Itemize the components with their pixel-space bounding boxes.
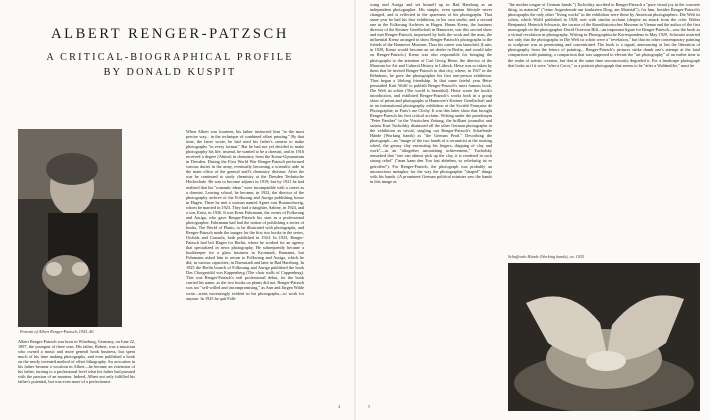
text-column-3 bbox=[370, 2, 492, 406]
page-number-right: 5 bbox=[368, 404, 371, 409]
page-number-left: 4 bbox=[338, 404, 341, 409]
subtitle-line-1: A CRITICAL-BIOGRAPHICAL PROFILE bbox=[46, 52, 294, 63]
column-2-paragraph: When Albert was fourteen, his father instructed him "in the most precise way... in the technique of combined offset printing." By that time, the latter wrote, he had used his father's camera to make photographs "in every format." But he had not yet decided to make photography his life; instead, he wanted to be a chemist, and in 1916 received a degree (Abitur) in chemistry from the Kreuz-Gymnasium in Dresden. During the First World War Renger-Patzsch performed various duties in the army, eventually becoming a scientific aide in the main office of the general staff's chemistry division. After the war he continued to study chemistry at the Dresden Technische Hochschule. He was to become adjunct in 1919; but by 1921 he had realized that his "romantic ideas" were incompatible with a career as a chemist. Leaving school, he became, in 1922, the director of the photography archive of the Folkwang and Auriga publishing house in Hagen. There he met a woman named Agnes von Braunschweig, whom he married in 1923. They had a daughter, Sabine, in 1924, and a son, Ernst, in 1926. It was Ernst Fuhrmann, the owner of Folkwang and Auriga, who gave Renger-Patzsch his start as a professional photographer. Fuhrmann had had the notion of publishing a series of books, The World of Plants, to be illustrated with photographs, and Renger-Patzsch made the images for the first two books in the series, Orchids and Crassula, both published in 1924. In 1923, Renger-Patzsch had left Hagen for Berlin, where he worked for an agency that specialized in news photography. He subsequently became a bookkeeper for a glass business in Kronstadt, Rumania, but Fuhrmann asked him to return to Folkwang and Auriga, which he did, in various capacities, in Darmstadt and later in Bad Harzburg. In 1925 the Berlin branch of Folkwang and Auriga published the book Das Chorgestühl von Kappenberg (The choir stalls of Cappenberg). This was Renger-Patzsch's real professional debut, for the book carried his name, as the two books on plants did not. Renger-Patzsch was too "self-willed and uncompromising," as Ann and Jürgen Wilde write—traits increasingly evident in his photographs—to work for anyone. In 1925 he quit Folk- bbox=[186, 129, 304, 301]
text-column-4 bbox=[508, 2, 700, 248]
portrait-photo bbox=[18, 129, 122, 327]
hands-caption: Schaffende Hände (Working hands), ca. 1925 bbox=[508, 254, 585, 259]
text-column-2 bbox=[186, 129, 304, 404]
hands-photo bbox=[508, 263, 700, 411]
text-column-1 bbox=[18, 339, 135, 384]
column-3-paragraph: wang und Auriga and set himself up in Bad Harzburg as an independent photographer. His simple, even spartan lifestyle never changed, and is reflected in the spareness of his photographs. That same year he had his first exhibition, in his own studio, and a second one in the Folkwang Archives in Hagen. Hanns Krenz, the business director of the Kestner Gesellschaft in Hannover, saw this second show and met Renger-Patzsch, impressed by both the work and the man, the influential Krenz arranged to show Renger-Patzsch's photographs to the friends of the Hannover Museum. Thus his career was launched. (Later, in 1929, Krenz would become an art dealer in Berlin, and would take on Renger-Patzsch.) Krenz was also responsible for bringing the photographs to the attention of Carl Georg Heise, the director of the Museum for Art and Cultural History in Lübeck. Heise was so taken by them that he invited Renger-Patzsch to that city, where, in 1927 in the Behnhaus, he gave the photographer his first one-person exhibition. Thus began a lifelong friendship. In that same fateful year Heise persuaded Kurt Wolff to publish Renger-Patzsch's most famous book, Die Welt ist schön (The world is beautiful). Heise wrote the book's introduction, and exhibited Renger-Patzsch's works both in a group show of prints and photographs at Hannover's Kestner Gesellschaft and in an international photography exhibition at the Société Française de Photographie, in Paris's rue Clichy. It was this latter show that brought Renger-Patzsch his first critical acclaim. Writing under the pseudonym "Peter Panther" in the Vossischen Zeitung, the brilliant journalist and satirist Kurt Tucholsky dismissed all the other German photographs in the exhibition as trivial, singling out Renger-Patzsch's Schaffende Hände (Working hands) as "the German Pearl." Describing the photograph—an "image of the two hands of a ceramicist at the rotating wheel, the greasy clay encrusting his fingers, dripping of clay and work"—as an "altogether astonishing achievement," Tucholsky remarked that "one can almost pick up the clay, it is rendered in such strong relief" ("man kann den Ton fast abheben, so reliefartig ist es getroffen"). For Renger-Patzsch, the photograph was probably an unconscious metaphor for the way the photographer "shaped" things with his hands. (A prominent German political minister saw the hands in this image as bbox=[370, 2, 492, 184]
portrait-caption: Portrait of Albert Renger-Patzsch, 1943–46 bbox=[20, 329, 94, 334]
article-subtitle bbox=[40, 50, 300, 80]
subtitle-line-2: BY DONALD KUSPIT bbox=[103, 67, 237, 78]
hands-photo-drawing bbox=[508, 263, 700, 411]
column-1-paragraph: Albert Renger-Patzsch was born in Würzburg, Germany, on June 22, 1897, the youngest of three sons. His father, Robert, was a musician who owned a music and more general book business, but spent much of his time making photographs, and even published a book on the newly invented method of offset lithography. An avocation in his father became a vocation in Albert—he became an extension of his father, turning to a professional level what his father had pursued with the passion of an amateur. Indeed, Albert not only fulfilled his father's potential, but was even more of a perfectionist. bbox=[18, 339, 135, 385]
column-4-paragraph: "the mother tongue of German hands.") Tucholsky ascribed to Renger-Patzsch a "pure visual joy in the concrete thing, in material" ("reine Augenfreude am konkreten Ding, am Material"); for him, besides Renger-Patzsch's photographs the only other "living works" in the exhibition were those by American photographers. Die Welt ist schön, which Wolff published in 1928, met with similar acclaim (despite an attack from the critic Walter Benjamin). Heinrich Schwartz, the curator of the Kunsthistorisches Museum in Vienna and the author of the first monograph on the photographer David Octavius Hill—an important figure for Renger-Patzsch—saw the book as a virtual revolution in photography. Writing in Photographische Korrespondenz in May 1929, Schwartz asserted not only that the photographs in Die Welt ist schön were a "revelation," but that no other contemporary painting or sculpture was as penetrating and concentrated. The book is a signal, announcing at last the liberation of photography from the fetters of painting... Renger-Patzsch's pictures strike dumb one's attempt at the fatal comparison with painting, a comparison that was supposed to elevate the "art photography" of an earlier time to the realm of artistic creation, but that at the same time unconsciously degraded it. For a landscape photograph that looks as if it were "after a Corot," or a portrait photograph that seems to be "after a Waldmüller," must be bbox=[508, 2, 700, 68]
article-title: ALBERT RENGER-PATZSCH bbox=[51, 26, 289, 42]
page-gutter bbox=[354, 0, 356, 420]
portrait-photo-drawing bbox=[18, 129, 122, 327]
